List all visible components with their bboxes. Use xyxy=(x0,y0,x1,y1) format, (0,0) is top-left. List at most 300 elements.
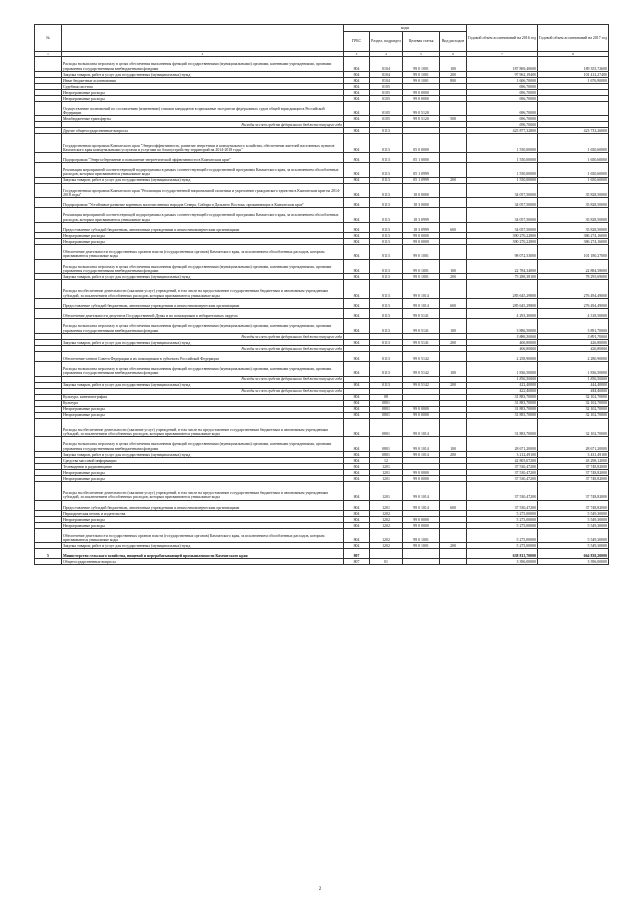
row-num xyxy=(35,437,62,452)
row-sum-2017: 35 828,50000 xyxy=(538,198,609,208)
row-csr: 99 0 5142 xyxy=(403,362,440,377)
row-grbs: 804 xyxy=(344,362,370,377)
row-razdel: 0113 xyxy=(370,245,403,260)
row-csr: 05 1 0999 xyxy=(403,163,440,178)
table-row xyxy=(35,222,609,232)
row-sum-2017: 1 650,60000 xyxy=(538,153,609,163)
row-sum-2017: 22 884,58000 xyxy=(538,259,609,274)
row-razdel: 0105 xyxy=(370,89,403,95)
row-sum-2016: 1 836,50000 xyxy=(467,362,538,377)
row-num xyxy=(35,101,62,116)
table-row xyxy=(35,298,609,308)
row-razdel: 0113 xyxy=(370,274,403,280)
row-csr: 99 0 5142 xyxy=(403,351,440,361)
row-name: Культура, кинематография xyxy=(62,394,344,400)
row-sum-2016: 406,80000 xyxy=(467,345,538,351)
row-sum-2016: 31 883,70000 xyxy=(467,412,538,418)
row-csr: 99 0 0000 xyxy=(403,233,440,239)
row-sum-2017: 423 733,26000 xyxy=(538,128,609,134)
row-num xyxy=(35,559,62,565)
row-sum-2017: 5 549,30000 xyxy=(538,510,609,516)
row-csr: 99 0 1014 xyxy=(403,437,440,452)
table-row xyxy=(35,57,609,72)
row-name: Непрограммные расходы xyxy=(62,406,344,412)
row-name: Расходы на выплаты персоналу в целях обеспечения выполнения функций государственными (муниципальными) органами, казенными учреждениями, органами управления государственными внебюджетными фондами xyxy=(62,362,344,377)
header-vr: Вид расходов xyxy=(440,32,467,52)
row-sum-2016: 3 886,50000 xyxy=(467,333,538,339)
row-vr: 200 xyxy=(440,382,467,388)
row-sum-2016: 1 550,00000 xyxy=(467,177,538,183)
row-sum-2016: 285 645,29800 xyxy=(467,298,538,308)
row-sum-2016: 28 671,20000 xyxy=(467,437,538,452)
row-grbs: 804 xyxy=(344,233,370,239)
row-razdel: 0104 xyxy=(370,71,403,77)
row-name: Расходы за счет средств федерального бюджета текущего года xyxy=(62,122,344,128)
row-name: Государственная программа Камчатского края "Энергоэффективность, развитие энергетики и коммунального хозяйства, обеспечение жителей населенных пунктов Камчатского края коммунальными услугами и услугами по благоустройству территорий на 2014-2018 годы" xyxy=(62,134,344,153)
row-grbs: 804 xyxy=(344,500,370,510)
row-vr: 600 xyxy=(440,500,467,510)
row-grbs: 804 xyxy=(344,274,370,280)
row-sum-2017: 276 494,49000 xyxy=(538,280,609,299)
row-sum-2017: 32 102,70000 xyxy=(538,418,609,437)
header-razdel: Раздел, подраздел xyxy=(370,32,403,52)
row-razdel: 0113 xyxy=(370,233,403,239)
row-name: Непрограммные расходы xyxy=(62,233,344,239)
row-csr: 99 0 1001 xyxy=(403,77,440,83)
row-sum-2017: 276 494,49000 xyxy=(538,298,609,308)
row-name: Предоставление субсидий бюджетным, автономным учреждениям и иным некоммерческим организациям xyxy=(62,298,344,308)
row-vr: 500 xyxy=(440,116,467,122)
row-num xyxy=(35,351,62,361)
row-name: Подпрограмма "Устойчивое развитие коренных малочисленных народов Севера, Сибири и Дальнего Востока, проживающих в Камчатском крае" xyxy=(62,198,344,208)
index-cell: 3 xyxy=(344,52,370,57)
row-csr: 99 0 0000 xyxy=(403,89,440,95)
row-grbs: 804 xyxy=(344,475,370,481)
row-sum-2017: 1 650,60000 xyxy=(538,163,609,178)
row-csr: 99 0 1014 xyxy=(403,451,440,457)
row-name: Закупка товаров, работ и услуг для государственных (муниципальных) нужд xyxy=(62,382,344,388)
row-sum-2016: 5 275,00000 xyxy=(467,510,538,516)
table-row xyxy=(35,245,609,260)
row-razdel: 0113 xyxy=(370,280,403,299)
row-sum-2017: 3 891,70000 xyxy=(538,319,609,334)
row-razdel: 0801 xyxy=(370,412,403,418)
row-razdel: 0113 xyxy=(370,239,403,245)
row-sum-2016: 31 883,70000 xyxy=(467,406,538,412)
row-sum-2016: 37 530,47200 xyxy=(467,469,538,475)
row-razdel: 1201 xyxy=(370,481,403,500)
row-sum-2016: 5 275,00000 xyxy=(467,543,538,549)
row-num xyxy=(35,280,62,299)
row-sum-2016: 696,70000 xyxy=(467,122,538,128)
row-grbs: 804 xyxy=(344,451,370,457)
row-name: Непрограммные расходы xyxy=(62,89,344,95)
row-sum-2016: 696,70000 xyxy=(467,95,538,101)
row-csr: 99 0 1001 xyxy=(403,71,440,77)
row-sum-2016: 22 784,34000 xyxy=(467,259,538,274)
row-sum-2017: 37 748,82000 xyxy=(538,463,609,469)
row-vr xyxy=(440,559,467,565)
row-razdel: 0113 xyxy=(370,183,403,198)
row-name: Расходы на выплаты персоналу в целях обеспечения выполнения функций государственными (муниципальными) органами, казенными учреждениями, органами управления государственными внебюджетными фондами xyxy=(62,259,344,274)
row-csr: 99 0 1014 xyxy=(403,418,440,437)
row-sum-2016: 31 883,70000 xyxy=(467,418,538,437)
row-grbs: 804 xyxy=(344,412,370,418)
row-name: Иные бюджетные ассигнования xyxy=(62,77,344,83)
table-row xyxy=(35,208,609,223)
row-sum-2016: 34 057,50000 xyxy=(467,208,538,223)
row-sum-2017: 32 102,70000 xyxy=(538,412,609,418)
row-csr: 99 0 1001 xyxy=(403,245,440,260)
row-name: Расходы за счет средств федерального бюджета текущего года xyxy=(62,376,344,382)
row-sum-2017: 386 274,16000 xyxy=(538,233,609,239)
row-grbs: 804 xyxy=(344,298,370,308)
row-csr: 99 0 1001 xyxy=(403,57,440,72)
header-grbs: ГРБС xyxy=(344,32,370,52)
row-csr: 99 0 1014 xyxy=(403,280,440,299)
row-name: Закупка товаров, работ и услуг для государственных (муниципальных) нужд xyxy=(62,451,344,457)
row-sum-2017: 1 836,50000 xyxy=(538,376,609,382)
row-sum-2016: 97 962,19400 xyxy=(467,71,538,77)
row-sum-2017: 78 295,69000 xyxy=(538,274,609,280)
row-grbs: 804 xyxy=(344,543,370,549)
row-razdel: 1201 xyxy=(370,463,403,469)
row-name: Расходы на обеспечение деятельности (оказание услуг) учреждений, в том числе на предоставление государственным бюджетным и автономным учреждениям субсидий, за исключением обособленных расходов, которым присваиваются уникальные коды xyxy=(62,418,344,437)
row-csr: 99 0 0000 xyxy=(403,469,440,475)
row-csr: 99 0 5141 xyxy=(403,309,440,319)
row-grbs: 804 xyxy=(344,516,370,522)
row-sum-2017: 32 102,70000 xyxy=(538,400,609,406)
row-sum-2017: 189 355,72600 xyxy=(538,57,609,72)
row-vr: 100 xyxy=(440,57,467,72)
row-razdel: 0113 xyxy=(370,198,403,208)
row-grbs: 804 xyxy=(344,163,370,178)
row-sum-2016: 1 550,00000 xyxy=(467,163,538,178)
row-csr: 99 0 1001 xyxy=(403,543,440,549)
row-sum-2017: 5 549,30000 xyxy=(538,522,609,528)
row-name: Расходы за счет средств федерального бюджета текущего года xyxy=(62,333,344,339)
row-csr: 05 1 0000 xyxy=(403,153,440,163)
row-sum-2016: 34 057,50000 xyxy=(467,198,538,208)
row-sum-2016: 696,70000 xyxy=(467,116,538,122)
row-name: Закупка товаров, работ и услуг для государственных (муниципальных) нужд xyxy=(62,543,344,549)
row-razdel: 0801 xyxy=(370,406,403,412)
row-vr: 200 xyxy=(440,71,467,77)
row-vr xyxy=(440,309,467,319)
row-razdel: 1202 xyxy=(370,522,403,528)
row-num xyxy=(35,245,62,260)
row-razdel: 1202 xyxy=(370,528,403,543)
row-vr: 200 xyxy=(440,177,467,183)
row-name: Расходы за счет средств федерального бюджета текущего года xyxy=(62,388,344,394)
row-grbs: 804 xyxy=(344,400,370,406)
row-grbs: 804 xyxy=(344,71,370,77)
row-csr: 99 0 1014 xyxy=(403,481,440,500)
row-sum-2016: 31 883,70000 xyxy=(467,394,538,400)
row-vr: 200 xyxy=(440,274,467,280)
row-sum-2017 xyxy=(538,101,609,116)
row-grbs: 804 xyxy=(344,134,370,153)
row-sum-2017: 444,40000 xyxy=(538,388,609,394)
row-grbs: 804 xyxy=(344,208,370,223)
row-sum-2017: 664 838,20000 xyxy=(538,549,609,559)
row-csr: 18 3 0000 xyxy=(403,198,440,208)
row-csr: 99 0 0000 xyxy=(403,516,440,522)
row-csr: 99 0 0000 xyxy=(403,95,440,101)
row-sum-2016: 1 606,70000 xyxy=(467,77,538,83)
row-name: Периодическая печать и издательства xyxy=(62,510,344,516)
row-sum-2017: 4 318,50000 xyxy=(538,309,609,319)
row-name: Министерство сельского хозяйства, пищевой и перерабатывающей промышленности Камчатского края xyxy=(62,549,344,559)
row-csr: 99 0 5141 xyxy=(403,339,440,345)
row-vr: 200 xyxy=(440,451,467,457)
budget-table xyxy=(34,24,609,565)
row-grbs: 804 xyxy=(344,245,370,260)
row-grbs: 804 xyxy=(344,481,370,500)
row-razdel: 0113 xyxy=(370,351,403,361)
table-row xyxy=(35,500,609,510)
row-sum-2016: 5 275,00000 xyxy=(467,528,538,543)
row-sum-2017: 1 650,60000 xyxy=(538,134,609,153)
index-cell: 4 xyxy=(370,52,403,57)
row-vr xyxy=(440,183,467,198)
row-sum-2017: 35 828,50000 xyxy=(538,208,609,223)
index-cell: 2 xyxy=(62,52,344,57)
header-sum-2016: Годовой объем ассигнований на 2016 год xyxy=(467,25,538,52)
row-grbs: 804 xyxy=(344,57,370,72)
row-sum-2017: 37 748,82000 xyxy=(538,475,609,481)
row-vr xyxy=(440,245,467,260)
table-row xyxy=(35,319,609,334)
row-grbs: 804 xyxy=(344,418,370,437)
row-grbs: 804 xyxy=(344,463,370,469)
row-vr: 800 xyxy=(440,77,467,83)
row-sum-2016: 390 270,22800 xyxy=(467,239,538,245)
row-sum-2016: 75 288,38100 xyxy=(467,274,538,280)
row-vr: 100 xyxy=(440,259,467,274)
row-grbs: 804 xyxy=(344,116,370,122)
row-num: 5 xyxy=(35,549,62,559)
row-sum-2016: 3 886,50000 xyxy=(467,319,538,334)
header-num: № xyxy=(35,25,62,52)
row-sum-2016: 406,80000 xyxy=(467,339,538,345)
row-name: Предоставление субсидий бюджетным, автономным учреждениям и иным некоммерческим организациям xyxy=(62,500,344,510)
row-sum-2016: 3 396,00000 xyxy=(467,559,538,565)
row-razdel: 1201 xyxy=(370,475,403,481)
row-name: Межбюджетные трансферты xyxy=(62,116,344,122)
row-sum-2016: 696,70000 xyxy=(467,83,538,89)
row-sum-2017: 1 676,90000 xyxy=(538,77,609,83)
row-num xyxy=(35,481,62,500)
row-razdel: 0801 xyxy=(370,437,403,452)
row-sum-2016: 425 877,32800 xyxy=(467,128,538,134)
row-razdel: 0801 xyxy=(370,418,403,437)
row-grbs: 804 xyxy=(344,183,370,198)
header-name xyxy=(62,25,344,52)
table-row xyxy=(35,309,609,319)
row-num xyxy=(35,183,62,198)
row-razdel: 0113 xyxy=(370,309,403,319)
row-sum-2016: 34 057,50000 xyxy=(467,222,538,232)
row-razdel: 0113 xyxy=(370,298,403,308)
row-grbs: 804 xyxy=(344,153,370,163)
row-name: Расходы на выплаты персоналу в целях обеспечения выполнения функций государственными (муниципальными) органами, казенными учреждениями, органами управления государственными внебюджетными фондами xyxy=(62,57,344,72)
row-name: Расходы на обеспечение деятельности (оказание услуг) учреждений, в том числе на предоставление государственным бюджетным и автономным учреждениям субсидий, за исключением обособленных расходов, которым присваиваются уникальные коды xyxy=(62,280,344,299)
row-sum-2017: 444,40000 xyxy=(538,382,609,388)
row-csr: 99 0 1014 xyxy=(403,298,440,308)
row-razdel: 08 xyxy=(370,394,403,400)
row-razdel: 1202 xyxy=(370,543,403,549)
row-name: Подпрограмма "Энергосбережение и повышение энергетической эффективности в Камчатском крае" xyxy=(62,153,344,163)
row-grbs: 804 xyxy=(344,239,370,245)
row-sum-2017: 5 549,30000 xyxy=(538,516,609,522)
row-vr: 100 xyxy=(440,362,467,377)
row-sum-2016: 390 270,22800 xyxy=(467,233,538,239)
row-sum-2016: 37 530,47200 xyxy=(467,500,538,510)
row-sum-2017: 426,80000 xyxy=(538,345,609,351)
row-razdel: 0113 xyxy=(370,153,403,163)
row-vr xyxy=(440,153,467,163)
row-num xyxy=(35,198,62,208)
row-num xyxy=(35,298,62,308)
row-sum-2017: 35 828,50000 xyxy=(538,183,609,198)
header-sum-2017: Годовой объем ассигнований на 2017 год xyxy=(538,25,609,52)
row-name: Обеспечение членов Совета Федерации и их помощников в субъектах Российской Федерации xyxy=(62,351,344,361)
row-sum-2016: 696,70000 xyxy=(467,89,538,95)
row-sum-2017: 2 280,90000 xyxy=(538,351,609,361)
table-row xyxy=(35,549,609,559)
row-razdel: 0113 xyxy=(370,319,403,334)
row-razdel: 1201 xyxy=(370,500,403,510)
row-vr xyxy=(440,163,467,178)
row-sum-2016: 1 550,00000 xyxy=(467,153,538,163)
row-grbs: 804 xyxy=(344,101,370,116)
row-grbs: 804 xyxy=(344,339,370,345)
row-razdel: 0801 xyxy=(370,400,403,406)
row-grbs: 807 xyxy=(344,549,370,559)
row-razdel: 0113 xyxy=(370,134,403,153)
row-csr: 99 0 0000 xyxy=(403,406,440,412)
row-sum-2016: 5 275,00000 xyxy=(467,516,538,522)
row-csr: 05 0 0000 xyxy=(403,134,440,153)
row-sum-2017: 101 180,27000 xyxy=(538,245,609,260)
row-num xyxy=(35,319,62,334)
row-vr xyxy=(440,481,467,500)
row-razdel: 1202 xyxy=(370,516,403,522)
row-name: Непрограммные расходы xyxy=(62,522,344,528)
row-razdel: 0113 xyxy=(370,222,403,232)
row-num xyxy=(35,418,62,437)
row-sum-2016: 2 258,90000 xyxy=(467,351,538,361)
index-cell: 1 xyxy=(35,52,62,57)
row-grbs: 804 xyxy=(344,510,370,516)
index-cell: 7 xyxy=(467,52,538,57)
row-name: Телевидение и радиовещание xyxy=(62,463,344,469)
row-grbs: 804 xyxy=(344,406,370,412)
table-row xyxy=(35,259,609,274)
row-csr: 18 0 0000 xyxy=(403,183,440,198)
table-row xyxy=(35,437,609,452)
row-grbs: 804 xyxy=(344,469,370,475)
row-csr xyxy=(403,549,440,559)
row-csr: 99 0 5120 xyxy=(403,101,440,116)
row-razdel: 0113 xyxy=(370,177,403,183)
row-vr: 100 xyxy=(440,319,467,334)
table-row xyxy=(35,163,609,178)
row-num xyxy=(35,163,62,178)
row-name: Обеспечение деятельности государственных органов власти (государственных органов) Камчатского края, за исключением обособленных расходов, которым присваиваются уникальные коды xyxy=(62,528,344,543)
index-cell: 5 xyxy=(403,52,440,57)
row-name: Обеспечение деятельности депутатов Государственной Думы и их помощников в избирательных округах xyxy=(62,309,344,319)
table-row xyxy=(35,134,609,153)
table-row xyxy=(35,198,609,208)
row-razdel xyxy=(370,549,403,559)
row-razdel: 0105 xyxy=(370,95,403,101)
row-grbs: 807 xyxy=(344,559,370,565)
row-sum-2017: 386 274,16000 xyxy=(538,239,609,245)
row-grbs: 804 xyxy=(344,222,370,232)
table-row xyxy=(35,351,609,361)
row-name: Закупка товаров, работ и услуг для государственных (муниципальных) нужд xyxy=(62,177,344,183)
row-vr xyxy=(440,198,467,208)
row-sum-2017: 1 836,50000 xyxy=(538,362,609,377)
row-razdel: 0113 xyxy=(370,163,403,178)
row-vr xyxy=(440,528,467,543)
row-sum-2017: 32 102,70000 xyxy=(538,406,609,412)
row-name: Закупка товаров, работ и услуг для государственных (муниципальных) нужд xyxy=(62,274,344,280)
row-csr: 99 0 5142 xyxy=(403,382,440,388)
row-sum-2016: 638 813,70000 xyxy=(467,549,538,559)
row-grbs: 804 xyxy=(344,259,370,274)
row-num xyxy=(35,222,62,232)
row-num xyxy=(35,362,62,377)
row-razdel: 1202 xyxy=(370,510,403,516)
table-row xyxy=(35,481,609,500)
row-vr xyxy=(440,418,467,437)
row-csr: 99 0 5141 xyxy=(403,319,440,334)
row-sum-2016: 98 072,53000 xyxy=(467,245,538,260)
row-sum-2017: 28 671,20000 xyxy=(538,437,609,452)
table-row xyxy=(35,362,609,377)
row-vr: 600 xyxy=(440,298,467,308)
row-sum-2017: 1 650,60000 xyxy=(538,177,609,183)
row-sum-2016: 34 057,50000 xyxy=(467,183,538,198)
row-sum-2017: 101 412,27400 xyxy=(538,71,609,77)
row-sum-2016: 187 869,40600 xyxy=(467,57,538,72)
index-cell: 6 xyxy=(440,52,467,57)
row-name: Предоставление субсидий бюджетным, автономным учреждениям и иным некоммерческим организациям xyxy=(62,222,344,232)
row-csr: 18 3 0999 xyxy=(403,208,440,223)
table-row xyxy=(35,183,609,198)
row-name: Средства массовой информации xyxy=(62,457,344,463)
row-sum-2017: 426,80000 xyxy=(538,339,609,345)
row-razdel: 0104 xyxy=(370,77,403,83)
header-csr: Целевая статья xyxy=(403,32,440,52)
row-sum-2017: 32 102,70000 xyxy=(538,394,609,400)
row-name: Непрограммные расходы xyxy=(62,95,344,101)
row-sum-2017: 3 396,00000 xyxy=(538,559,609,565)
row-csr xyxy=(403,559,440,565)
row-sum-2016: 422,40000 xyxy=(467,388,538,394)
row-sum-2017: 3 431,49100 xyxy=(538,451,609,457)
row-grbs: 804 xyxy=(344,528,370,543)
row-name: Расходы за счет средств федерального бюджета текущего года xyxy=(62,345,344,351)
row-razdel: 0113 xyxy=(370,259,403,274)
row-name: Непрограммные расходы xyxy=(62,469,344,475)
row-num xyxy=(35,134,62,153)
row-grbs: 804 xyxy=(344,319,370,334)
header-codes: коды xyxy=(344,25,467,32)
